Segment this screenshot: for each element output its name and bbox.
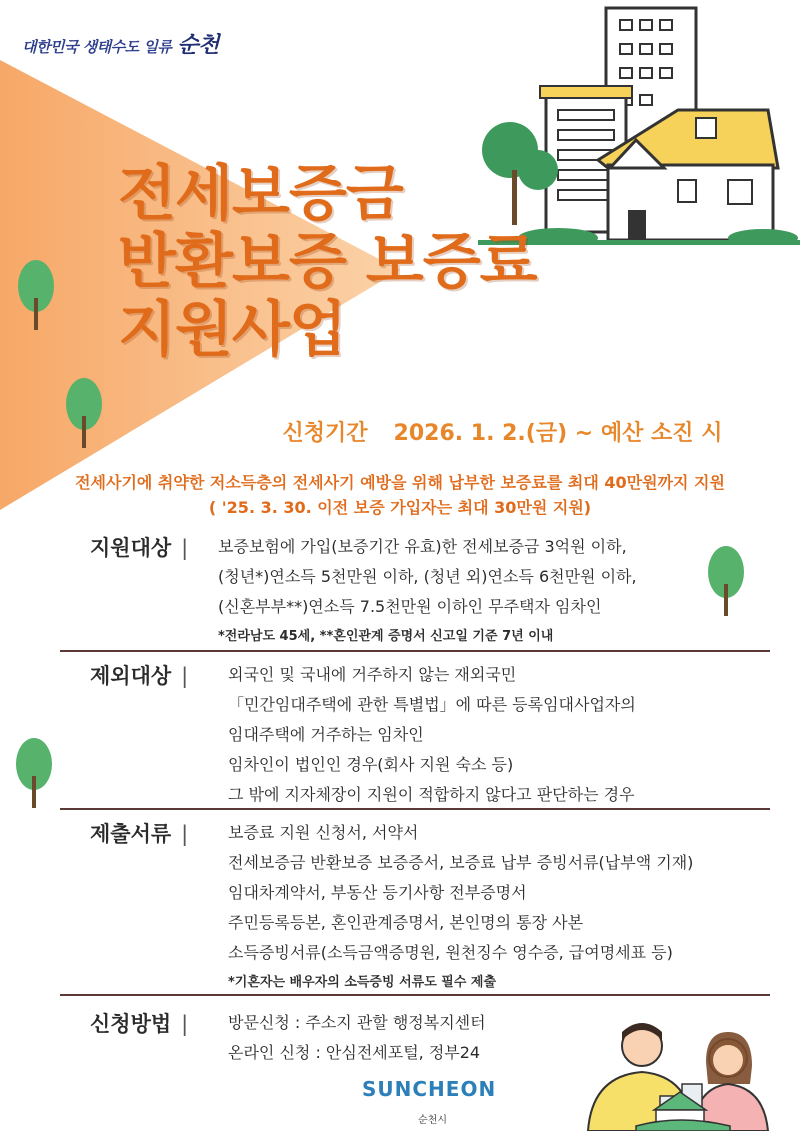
suncheon-logo <box>362 1075 497 1126</box>
city-slogan <box>22 28 219 59</box>
period-value: 2026. 1. 2.(금) ~ 예산 소진 시 <box>393 421 723 446</box>
content-line: 임대차계약서, 부동산 등기사항 전부증명서 <box>228 883 527 902</box>
content-line: 소득증빙서류(소득금액증명원, 원천징수 영수증, 급여명세표 등) <box>228 943 673 962</box>
logo-subtext: 순천시 <box>418 1115 447 1126</box>
section-content <box>218 532 637 650</box>
content-line: 「민간임대주택에 관한 특별법」에 따른 등록임대사업자의 <box>228 695 636 714</box>
section-content <box>228 1008 486 1068</box>
content-line: 방문신청 : 주소지 관할 행정복지센터 <box>228 1013 486 1032</box>
title-line-3: 지원사업 <box>118 295 346 365</box>
content-line: 온라인 신청 : 안심전세포털, 정부24 <box>228 1043 481 1062</box>
content-line: (신혼부부**)연소득 7.5천만원 이하인 무주택자 임차인 <box>218 597 602 616</box>
section-label: 신청방법 | <box>90 1012 189 1036</box>
section-divider <box>60 808 770 810</box>
logo-text: SUNCHEON <box>362 1077 497 1101</box>
section-label: 제출서류 | <box>90 822 189 846</box>
title-line-1: 전세보증금 <box>118 159 403 229</box>
content-line: (청년*)연소득 5천만원 이하, (청년 외)연소득 6천만원 이하, <box>218 567 637 586</box>
program-summary <box>0 470 800 520</box>
tree-icon <box>14 736 54 808</box>
footnote: *전라남도 45세, **혼인관계 증명서 신고일 기준 7년 이내 <box>218 629 554 644</box>
page-title <box>118 160 537 364</box>
content-line: 임대주택에 거주하는 임차인 <box>228 725 424 744</box>
tree-icon <box>16 258 56 330</box>
footnote: *기혼자는 배우자의 소득증빙 서류도 필수 제출 <box>228 975 497 990</box>
section-exclusion <box>60 660 770 805</box>
section-divider <box>60 650 770 652</box>
content-line: 그 밖에 지자체장이 지원이 적합하지 않다고 판단하는 경우 <box>228 785 635 804</box>
content-line: 보증보험에 가입(보증기간 유효)한 전세보증금 3억원 이하, <box>218 537 627 556</box>
content-line: 임차인이 법인인 경우(회사 지원 숙소 등) <box>228 755 514 774</box>
application-period <box>0 416 800 447</box>
content-line: 외국인 및 국내에 거주하지 않는 재외국민 <box>228 665 517 684</box>
section-content <box>228 660 636 810</box>
section-divider <box>60 994 770 996</box>
slogan-text: 대한민국 생태수도 일류 <box>22 38 172 56</box>
content-line: 보증료 지원 신청서, 서약서 <box>228 823 419 842</box>
title-line-2: 반환보증 보증료 <box>118 227 537 297</box>
section-content <box>228 818 693 996</box>
period-label: 신청기간 <box>282 421 368 446</box>
people-illustration <box>580 1018 780 1131</box>
section-target <box>60 532 770 647</box>
summary-line-1: 전세사기에 취약한 저소득층의 전세사기 예방을 위해 납부한 보증료를 최대 40만원까지 지원 <box>75 473 725 492</box>
content-line: 주민등록등본, 혼인관계증명서, 본인명의 통장 사본 <box>228 913 584 932</box>
section-documents <box>60 818 770 993</box>
content-line: 전세보증금 반환보증 보증증서, 보증료 납부 증빙서류(납부액 기재) <box>228 853 694 872</box>
section-label: 제외대상 | <box>90 664 189 688</box>
city-name: 순천 <box>177 32 219 58</box>
section-label: 지원대상 | <box>90 536 189 560</box>
summary-line-2: ( '25. 3. 30. 이전 보증 가입자는 최대 30만원 지원) <box>208 498 592 517</box>
